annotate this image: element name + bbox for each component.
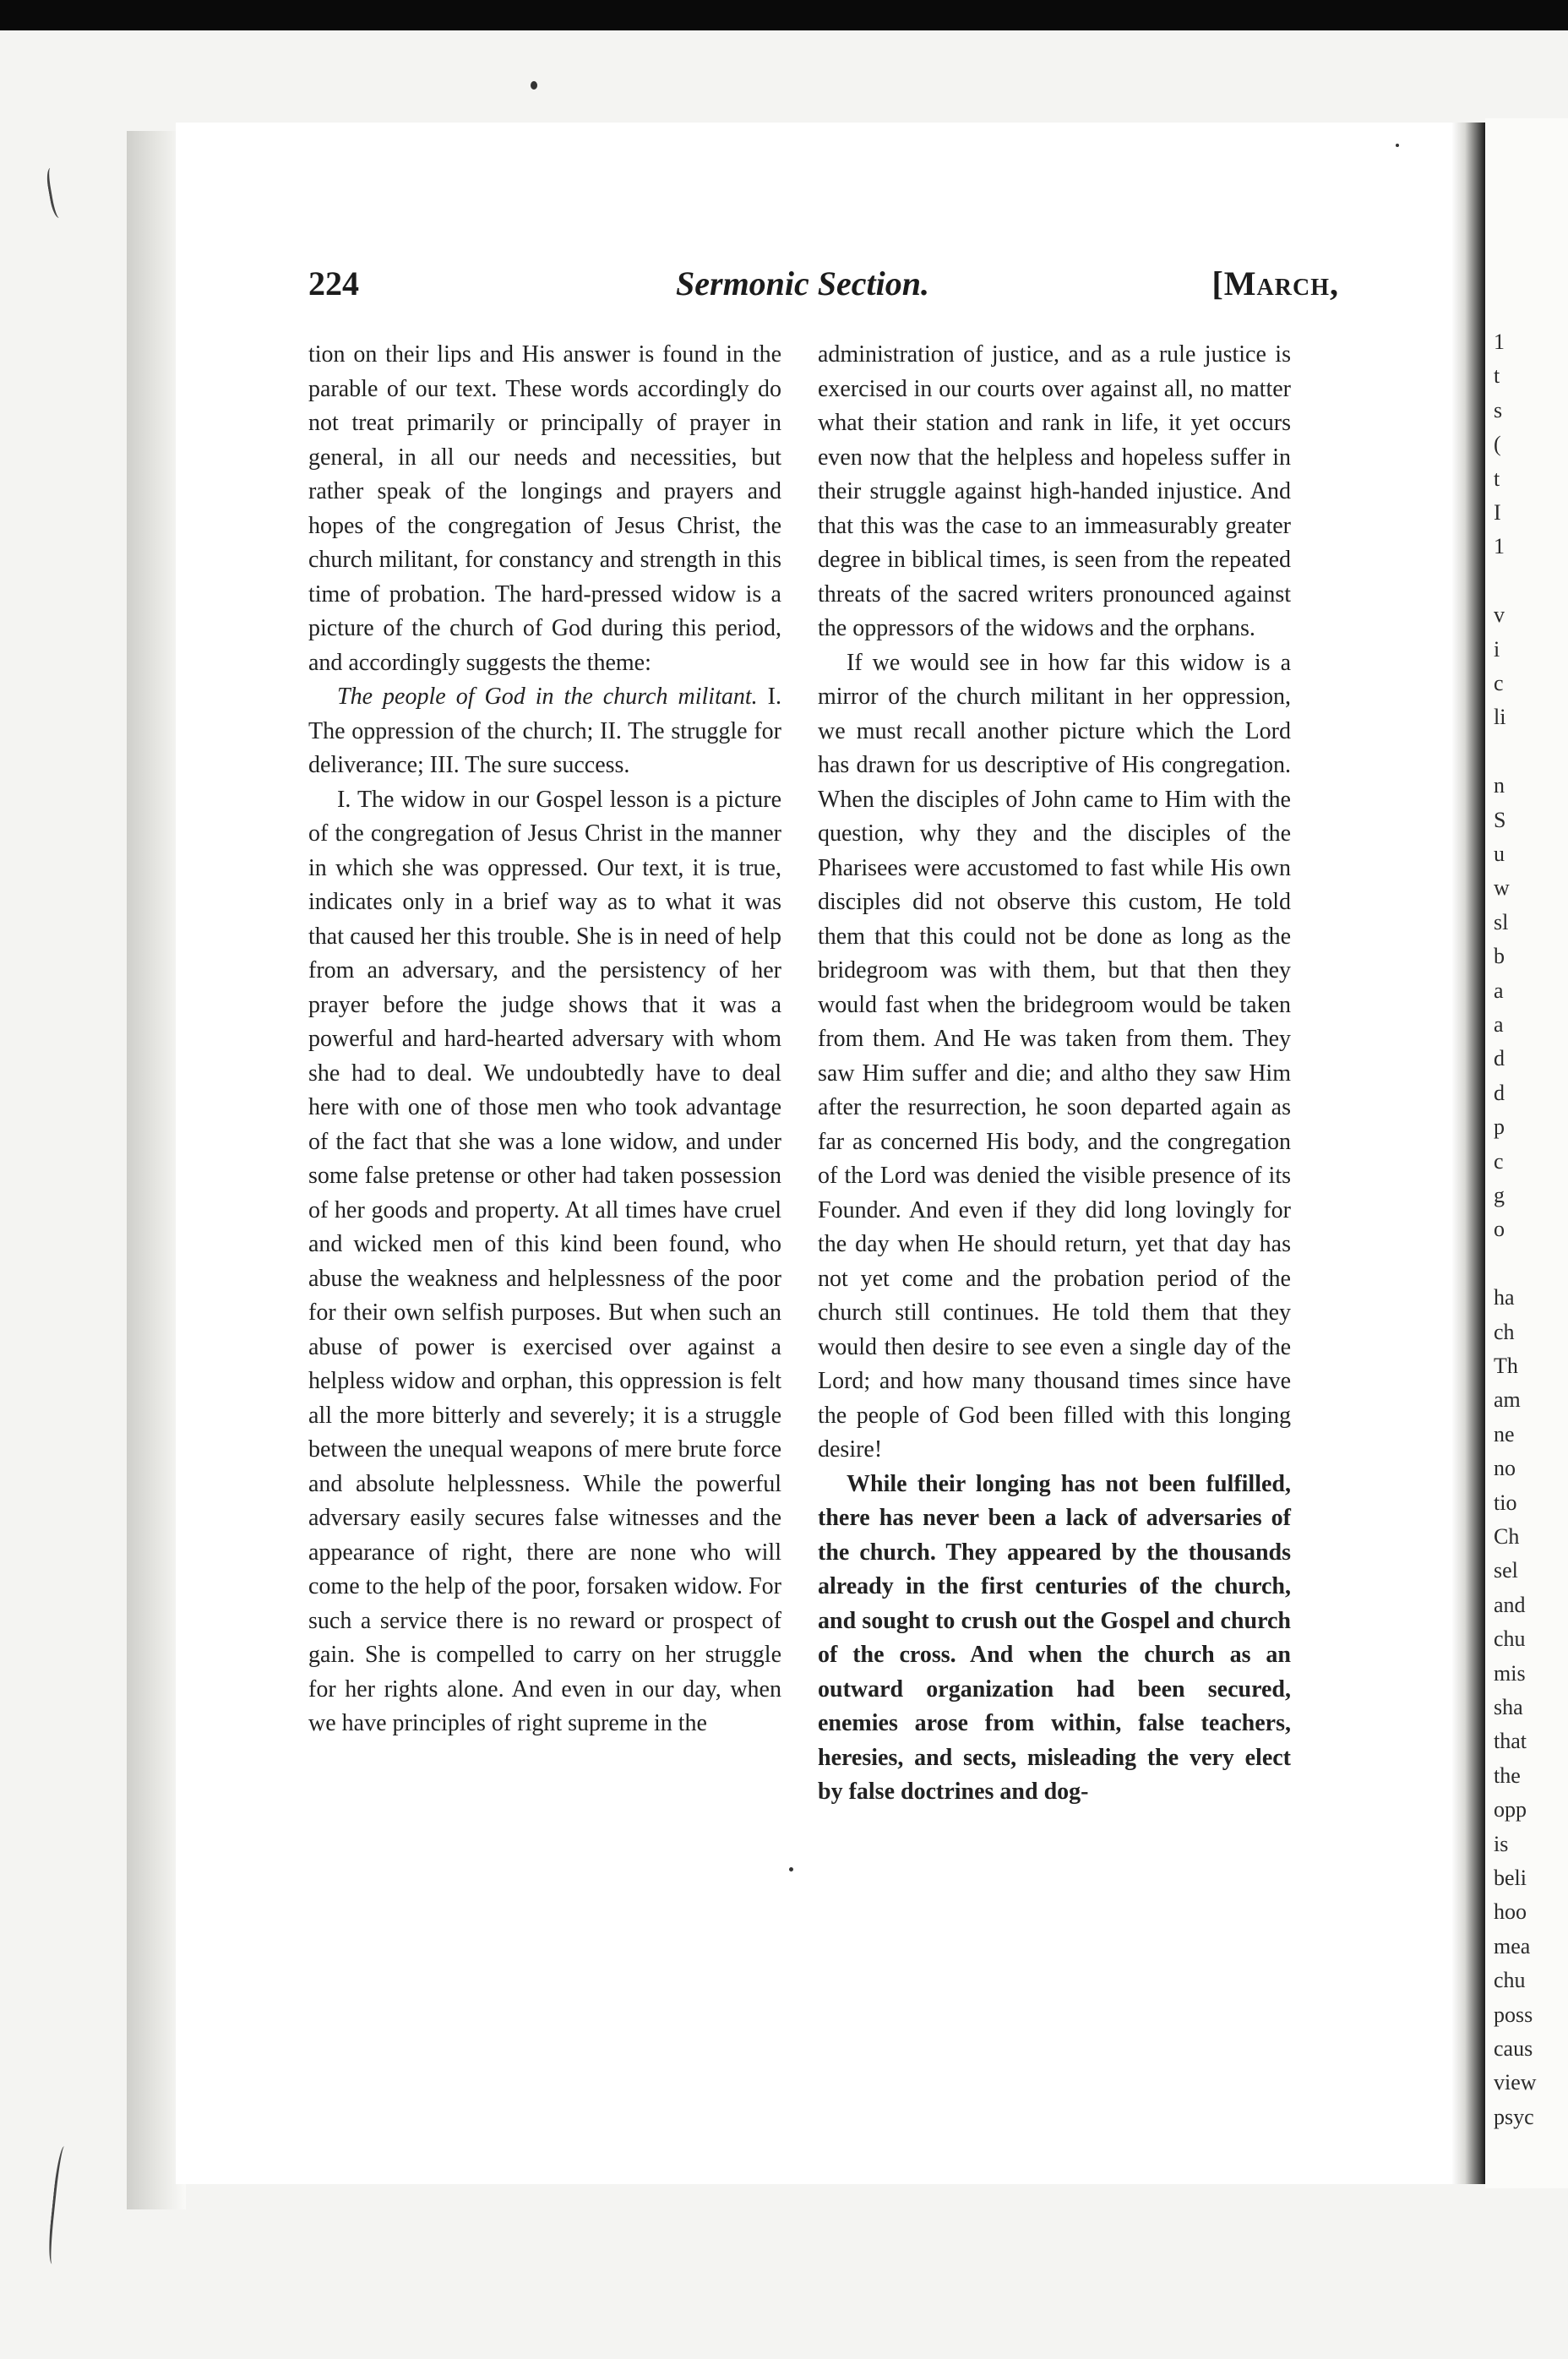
scan-top-border (0, 0, 1568, 30)
facing-page-text-fragment: s (1494, 397, 1503, 422)
facing-page-text-fragment: d (1494, 1046, 1505, 1071)
facing-page-text-fragment: p (1494, 1114, 1505, 1140)
facing-page-text-fragment: is (1494, 1831, 1509, 1856)
facing-page-text-fragment: t (1494, 363, 1500, 389)
paragraph: I. The widow in our Gospel lesson is a picture of the congregation of Jesus Christ in the manner in which she was oppressed. Our text, it is true, indicates only in a brief way as to what it was that caused her this trouble. She is in need of help from an adversary, and the persistency of her prayer before the judge shows that it was a powerful and hard-hearted adversary with whom she had to deal. We undoubtedly have to deal here with one of those men who took advantage of the fact that she was a lone widow, and under some false pretense or other had taken possession of her goods and property. At all times have cruel and wicked men of this kind been found, who abuse the weakness and helplessness of the poor for their own selfish purposes. But when such an abuse of power is exercised over against a helpless widow and orphan, this oppression is felt all the more bitterly and severely; it is a struggle between the unequal weapons of mere brute force and absolute helplessness. While the powerful adversary easily secures false witnesses and the appearance of right, there are none who will come to the help of the poor, forsaken widow. For such a service there is no reward or prospect of gain. She is compelled to carry on her struggle for her rights alone. And even in our day, when we have principles of right supreme in the (308, 786, 781, 1736)
theme-paragraph (308, 680, 781, 783)
facing-page-text-fragment: ( (1494, 432, 1501, 457)
facing-page-text-fragment: ne (1494, 1421, 1515, 1446)
scan-speck (1396, 144, 1399, 147)
facing-page-text-fragment: c (1494, 1148, 1504, 1174)
facing-page-text-fragment: am (1494, 1387, 1521, 1413)
facing-page-text-fragment: opp (1494, 1797, 1527, 1822)
page-header (308, 264, 1339, 314)
right-column (818, 338, 1291, 1810)
facing-page-text-fragment: i (1494, 636, 1500, 662)
facing-page-text-fragment: a (1494, 978, 1504, 1003)
facing-page-text-fragment: and (1494, 1592, 1526, 1617)
facing-page-text-fragment: view (1494, 2070, 1537, 2095)
facing-page-text-fragment: 1 (1494, 330, 1505, 354)
facing-page-text-fragment: c (1494, 671, 1504, 695)
paragraph: If we would see in how far this widow is a mirror of the church militant in her oppression, we must recall another picture which the Lord has drawn for us descriptive of His congregation. When the disciples of John came to Him with the question, why they and the disciples of the Pharisees were accustomed to fast while His own disciples did not observe this custom, He told them that this could not be done as long as the bridegroom was with them, but that then they would fast when the bridegroom would be taken from them. And He was taken from them. They saw Him suffer and die; and altho they saw Him after the resurrection, he soon departed again as far as concerned His body, and the congregation of the Lord was denied the visible presence of its Founder. And even if they did long lovingly for the day when He should return, yet that day has not yet come and the probation period of the church still continues. He told them that they would then desire to see even a single day of the Lord; and how many thousand times since have the people of God been filled with this longing desire! (818, 649, 1291, 1463)
facing-page-text-fragment: mea (1494, 1933, 1531, 1959)
facing-page-text-fragment: w (1494, 875, 1510, 901)
facing-page-text-fragment: v (1494, 602, 1505, 628)
paragraph: While their longing has not been fulfilled, there has never been a lack of adversaries of the church. They appeared by the thousands already in the first centuries of the church, and sought to crush out the Gospel and church of the cross. And when the church as an outward organization had been secured, enemies arose from within, false teachers, heresies, and sects, misleading the very elect by false doctrines and dog- (818, 1470, 1291, 1805)
scan-speck (789, 1867, 793, 1871)
facing-page-text-fragment: a (1494, 1012, 1504, 1037)
left-column (308, 338, 781, 1741)
paragraph: administration of justice, and as a rule justice is exercised in our courts over against all, no matter what their station and rank in life, it yet occurs even now that the helpless and hopeless suffer in their struggle against high-handed injustice. And that this was the case to an immeasurably greater degree in biblical times, is seen from the repeated threats of the sacred writers pronounced against the oppressors of the widows and the orphans. (818, 341, 1291, 641)
facing-page-text-fragment: b (1494, 944, 1505, 969)
scan-speck (531, 81, 537, 90)
facing-page-text-fragment: Ch (1494, 1524, 1520, 1549)
facing-page-text-fragment: chu (1494, 1968, 1526, 1993)
facing-page-text-fragment: poss (1494, 2002, 1533, 2027)
facing-page-text-fragment: ch (1494, 1319, 1515, 1344)
facing-page-text-fragment: hoo (1494, 1899, 1527, 1925)
facing-page-text-fragment: sl (1494, 909, 1509, 934)
facing-page-text-fragment: no (1494, 1456, 1516, 1481)
facing-page-text-fragment: the (1494, 1762, 1521, 1788)
facing-page-text-fragment: 1 (1494, 534, 1505, 559)
running-month: [March, (1211, 264, 1339, 302)
facing-page-text-fragment: n (1494, 773, 1505, 798)
facing-page-text-fragment: g (1494, 1183, 1505, 1207)
facing-page-text-fragment: that (1494, 1729, 1527, 1754)
facing-page-text-fragment: caus (1494, 2036, 1533, 2061)
running-title: Sermonic Section. (676, 264, 930, 302)
facing-page-text-fragment: tio (1494, 1490, 1517, 1515)
paragraph: tion on their lips and His answer is found in the parable of our text. These words accordingly do not treat primarily or principally of prayer in general, in all our needs and necessities, but rather speak of the longings and prayers and hopes of the congregation of Jesus Christ, the church militant, for constancy and strength in this time of probation. The hard-pressed widow is a picture of the church of God during this period, and accordingly suggests the theme: (308, 341, 781, 676)
page-number: 224 (308, 264, 359, 302)
facing-page-text-fragment: psyc (1494, 2104, 1534, 2129)
facing-page-text-fragment: S (1494, 807, 1506, 832)
theme-outline: I. The oppression of the church; II. The struggle for deliverance; III. The sure success. (308, 684, 782, 778)
facing-page-text-fragment: chu (1494, 1626, 1526, 1652)
facing-page-text-fragment: Th (1494, 1354, 1518, 1378)
facing-page-text-fragment: mis (1494, 1660, 1526, 1686)
facing-page-text-fragment: d (1494, 1080, 1505, 1105)
facing-page-text-fragment: I (1494, 500, 1501, 525)
facing-page-text-fragment: t (1494, 466, 1500, 491)
facing-page-text-fragment: u (1494, 842, 1505, 866)
facing-page-text-fragment: li (1494, 705, 1506, 730)
facing-page-text-fragment: sel (1494, 1558, 1518, 1583)
facing-page-text-fragment: beli (1494, 1866, 1527, 1890)
facing-page-text-fragment: sha (1494, 1695, 1523, 1719)
facing-page-text-fragment: ha (1494, 1285, 1515, 1310)
book-gutter (1451, 123, 1485, 2184)
facing-page-fragment (1485, 118, 1568, 2188)
theme-title: The people of God in the church militant. (337, 684, 758, 710)
facing-page-text-fragment: o (1494, 1217, 1505, 1242)
